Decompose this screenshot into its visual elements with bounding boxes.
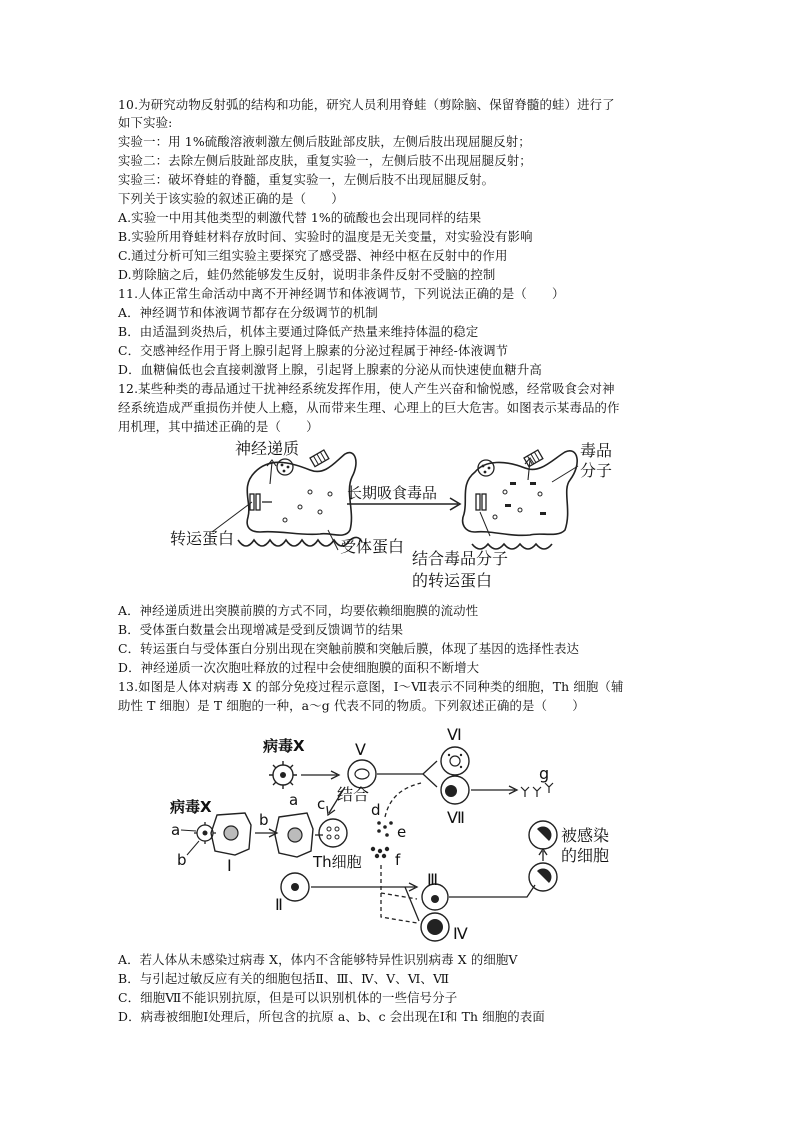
label-cell-vi: Ⅵ — [447, 725, 462, 744]
label-long-term-drug-use: 长期吸食毒品 — [347, 484, 438, 502]
label-cell-vii: Ⅶ — [447, 808, 465, 827]
q12-stem-line2: 经系统造成严重损伤并使人上瘾，从而带来生理、心理上的巨大危害。如图表示某毒品的作 — [118, 400, 620, 415]
cytokine-f — [371, 847, 389, 858]
label-drug-molecule-1: 毒品 — [580, 441, 613, 460]
label-e: e — [397, 823, 407, 841]
q10-stem-line1: 10.为研究动物反射弧的结构和功能，研究人员利用脊蛙（剪除脑、保留脊髓的蛙）进行了 — [118, 97, 615, 112]
label-b-mid: b — [259, 811, 269, 829]
label-infected-2: 的细胞 — [561, 846, 610, 865]
q10-option-a: A.实验一中用其他类型的刺激代替 1%的硫酸也会出现同样的结果 — [118, 210, 482, 225]
q13-option-d: D．病毒被细胞Ⅰ处理后，所包含的抗原 a、b、c 会出现在Ⅰ和 Th 细胞的表面 — [118, 1009, 545, 1024]
q13-option-b: B．与引起过敏反应有关的细胞包括Ⅱ、Ⅲ、Ⅳ、Ⅴ、Ⅵ、Ⅶ — [118, 971, 450, 986]
q12-stem-line3: 用机理，其中描述正确的是（ ） — [118, 419, 319, 434]
label-virus-x-top: 病毒X — [263, 737, 305, 755]
cell-vi — [441, 747, 469, 775]
q12-option-a: A．神经递质进出突膜前膜的方式不同，均要依赖细胞膜的流动性 — [118, 603, 479, 618]
label-virus-x-left: 病毒X — [170, 798, 212, 816]
cell-v — [348, 760, 376, 788]
q13-option-a: A．若人体从未感染过病毒 X，体内不含能够特异性识别病毒 X 的细胞Ⅴ — [118, 952, 518, 967]
label-c: c — [317, 795, 326, 813]
synapse-drug-figure — [160, 432, 630, 597]
label-cell-ii: Ⅱ — [275, 895, 283, 914]
q10-option-c: C.通过分析可知三组实验主要探究了感受器、神经中枢在反射中的作用 — [118, 248, 508, 263]
cytokine-e — [377, 821, 393, 837]
label-bound-transporter-2: 的转运蛋白 — [412, 571, 493, 590]
q10-question: 下列关于该实验的叙述正确的是（ ） — [118, 191, 344, 206]
q11-option-c: C．交感神经作用于肾上腺引起肾上腺素的分泌过程属于神经-体液调节 — [118, 343, 509, 358]
label-bind: 结合 — [337, 785, 370, 804]
q13-option-c: C．细胞Ⅶ不能识别抗原，但是可以识别机体的一些信号分子 — [118, 990, 458, 1005]
label-th-cell: Th细胞 — [313, 853, 362, 871]
q10-stem-line2: 如下实验: — [118, 115, 173, 130]
label-cell-iv: Ⅳ — [453, 924, 468, 943]
q11-option-a: A．神经调节和体液调节都存在分级调节的机制 — [118, 305, 378, 320]
left-presynaptic-membrane — [247, 453, 356, 536]
q12-option-d: D．神经递质一次次胞吐释放的过程中会使细胞膜的面积不断增大 — [118, 660, 480, 675]
q10-option-b: B.实验所用脊蛙材料存放时间、实验时的温度是无关变量，对实验没有影响 — [118, 229, 533, 244]
label-cell-v: Ⅴ — [355, 740, 366, 759]
q10-option-d: D.剪除脑之后，蛙仍然能够发生反射，说明非条件反射不受脑的控制 — [118, 267, 496, 282]
q10-experiment-3: 实验三：破坏脊蛙的脊髓，重复实验一，左侧后肢不出现屈腿反射。 — [118, 172, 495, 187]
label-a-mid: a — [289, 791, 299, 809]
label-infected-1: 被感染 — [561, 826, 610, 845]
label-cell-iii: Ⅲ — [427, 870, 439, 889]
q13-stem-line2: 助性 T 细胞）是 T 细胞的一种，a～g 代表不同的物质。下列叙述正确的是（ ） — [118, 698, 585, 713]
q12-stem-line1: 12.某些种类的毒品通过干扰神经系统发挥作用，使人产生兴奋和愉悦感，经常吸食会对神 — [118, 381, 615, 396]
label-f: f — [395, 851, 401, 869]
q11-option-d: D．血糖偏低也会直接刺激肾上腺，引起肾上腺素的分泌从而快速使血糖升高 — [118, 362, 542, 377]
label-transporter: 转运蛋白 — [170, 529, 235, 548]
q11-option-b: B．由适温到炎热后，机体主要通过降低产热量来维持体温的稳定 — [118, 324, 479, 339]
label-d: d — [371, 801, 381, 819]
label-cell-i: Ⅰ — [227, 856, 232, 875]
virus-x-top — [269, 761, 297, 789]
label-neurotransmitter: 神经递质 — [235, 439, 300, 458]
label-bound-transporter-1: 结合毒品分子 — [412, 549, 509, 568]
label-receptor: 受体蛋白 — [340, 537, 405, 556]
q13-stem-line1: 13.如图是人体对病毒 X 的部分免疫过程示意图，Ⅰ～Ⅶ表示不同种类的细胞，Th 细胞（辅 — [118, 679, 624, 694]
label-drug-molecule-2: 分子 — [580, 461, 613, 480]
q12-option-c: C．转运蛋白与受体蛋白分别出现在突触前膜和突触后膜，体现了基因的选择性表达 — [118, 641, 580, 656]
q11-stem: 11.人体正常生命活动中离不开神经调节和体液调节，下列说法正确的是（ ） — [118, 286, 565, 301]
label-a-left: a — [171, 821, 181, 839]
q10-experiment-2: 实验二：去除左侧后肢趾部皮肤，重复实验一，左侧后肢不出现屈腿反射； — [118, 153, 532, 168]
q12-option-b: B．受体蛋白数量会出现增减是受到反馈调节的结果 — [118, 622, 404, 637]
th-cell — [319, 819, 347, 847]
q10-experiment-1: 实验一：用 1%硫酸溶液刺激左侧后肢趾部皮肤，左侧后肢出现屈腿反射； — [118, 134, 531, 149]
label-g: g — [539, 764, 550, 783]
immune-process-figure — [165, 725, 615, 947]
label-b-left: b — [177, 851, 187, 869]
